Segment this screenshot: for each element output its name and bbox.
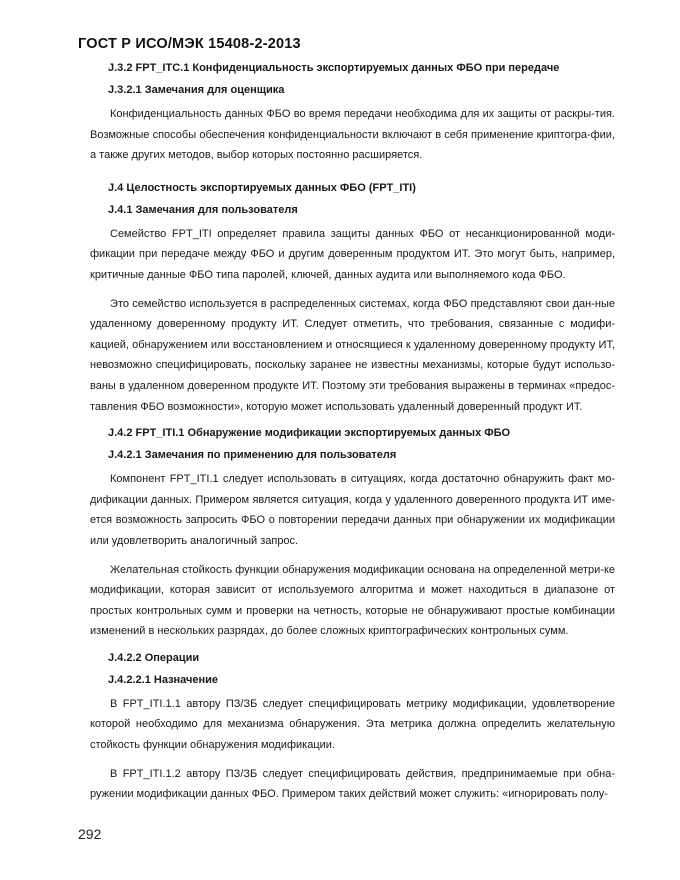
document-body [90,60,615,805]
paragraph-j321-1: Конфиденциальность данных ФБО во время передачи необходима для их защиты от раскры-тия. Возможные способы обеспечения конфиденциальности включают в себя применение криптогра-фии, а также других методов, выбор которых постоянно расширяется. [90,108,615,162]
section-title-j42: J.4.2 FPT_ITI.1 Обнаружение модификации экспортируемых данных ФБО [108,427,511,440]
section-title-j32: J.3.2 FPT_ITC.1 Конфиденциальность экспортируемых данных ФБО при передаче [108,62,560,74]
section-title-j4221: J.4.2.2.1 Назначение [108,673,219,686]
section-title-j321: J.3.2.1 Замечания для оценщика [108,84,285,96]
section-title-j422: J.4.2.2 Операции [108,651,200,664]
section-title-j4: J.4 Целостность экспортируемых данных ФБО (FPT_ITI) [108,181,416,194]
paragraph-j421-2: Желательная стойкость функции обнаружения модификации основана на определенной метри-ке модификации, которая зависит от используемого алгоритма и может находиться в диапазоне от простых контрольных сумм и проверки на четность, которые не обнаруживают простые комбинации изменений в нескольких разрядах, до более сложных криптографических контрольных сумм. [90,563,615,638]
paragraph-j4221-1: В FPT_ITI.1.1 автору ПЗ/ЗБ следует специфицировать метрику модификации, удовлетворение которой необходимо для механизма обнаружения. Эта метрика должна определить желательную стойкость функции обнаружения модификации. [90,697,615,752]
paragraph-j4221-2: В FPT_ITI.1.2 автору ПЗ/ЗБ следует специфицировать действия, предпринимаемые при обна-ружении модификации данных ФБО. Примером таких действий может служить: «игнорировать полу- [90,767,615,801]
section-title-j421: J.4.2.1 Замечания по применению для пользователя [108,449,397,462]
section-title-j41: J.4.1 Замечания для пользователя [108,203,298,216]
paragraph-j41-2: Это семейство используется в распределенных системах, когда ФБО представляют свои дан-ные удаленному доверенному продукту ИТ. Следует отметить, что требования, связанные с модифи-кацией, обнаружением или восстановлением и относящиеся к удаленному доверенному продукту ИТ, невозможно специфицировать, поскольку заранее не известны механизмы, которые будут использо-ваны в удаленном доверенном продукте ИТ. Поэтому эти требования выражены в терминах «предос-тавления ФБО возможности», которую может использовать удаленный доверенный продукт ИТ. [90,297,615,413]
paragraph-j421-1: Компонент FPT_ITI.1 следует использовать в ситуациях, когда достаточно обнаружить факт мо-дификации данных. Примером является ситуация, когда у удаленного доверенного продукта ИТ име-ется возможность запросить ФБО о повторении передачи данных при обнаружении их модификации или удовлетворить аналогичный запрос. [90,473,615,547]
document-header: ГОСТ Р ИСО/МЭК 15408-2-2013 [78,36,301,52]
paragraph-j41-1: Семейство FPT_ITI определяет правила защиты данных ФБО от несанкционированной моди-фикации при передаче между ФБО и другим доверенным продуктом ИТ. Это могут быть, например, критичные данные ФБО типа паролей, ключей, данных аудита или выполняемого кода ФБО. [90,227,615,281]
page-number: 292 [78,826,102,842]
